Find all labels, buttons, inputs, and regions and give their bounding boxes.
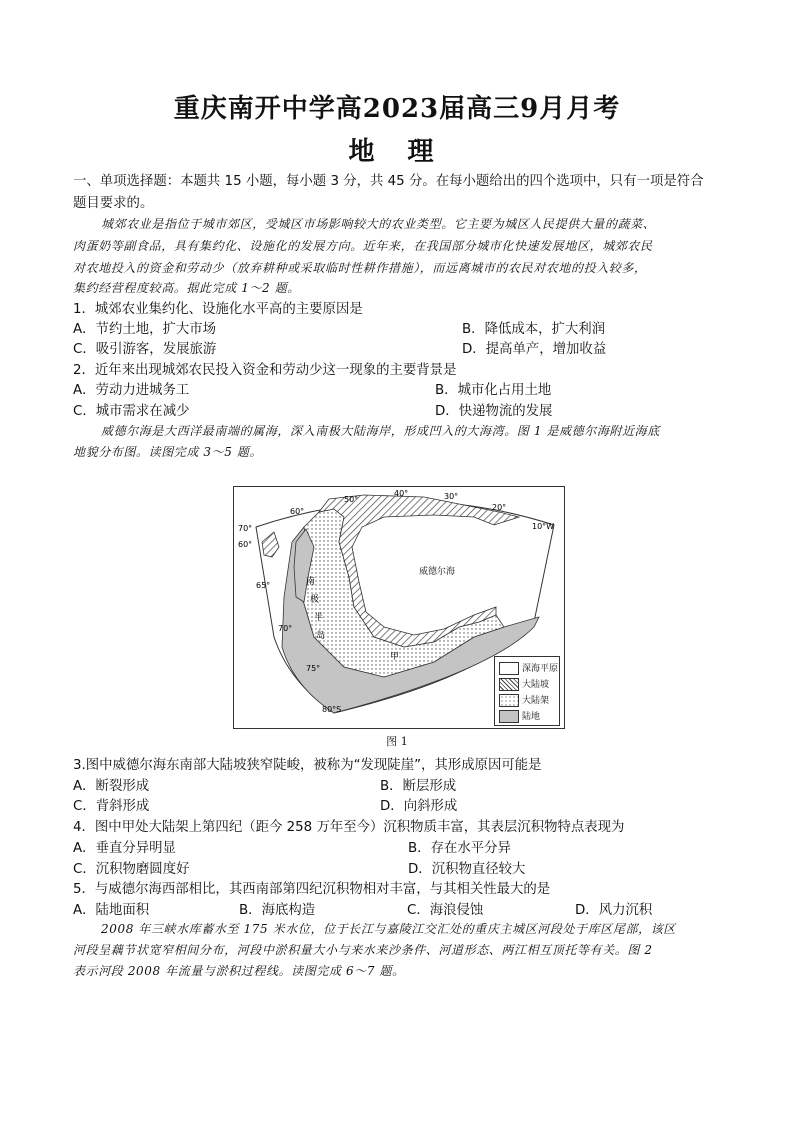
question-1-option-d[interactable]: D．提高单产，增加收益 bbox=[462, 342, 607, 357]
passage3-line: 河段呈藕节状宽窄相间分布，河段中淤积量大小与来水来沙条件、河道形态、两江相互顶托等有关。图 2 bbox=[73, 943, 653, 957]
question-4-option-d[interactable]: D．沉积物直径较大 bbox=[408, 862, 526, 877]
peninsula-label: 极 bbox=[310, 595, 320, 605]
lon-label: 60° bbox=[290, 507, 305, 516]
lat-label: 75° bbox=[306, 664, 321, 673]
exam-subject: 地 理 bbox=[348, 137, 446, 167]
lat-label: 70° bbox=[278, 624, 293, 633]
legend-swatch bbox=[499, 710, 519, 723]
lon-label: 30° bbox=[444, 492, 459, 501]
question-5-option-a[interactable]: A．陆地面积 bbox=[73, 903, 150, 918]
question-3-option-b[interactable]: B．断层形成 bbox=[380, 779, 457, 794]
question-3-option-a[interactable]: A．断裂形成 bbox=[73, 779, 150, 794]
question-2-stem: 2．近年来出现城郊农民投入资金和劳动少这一现象的主要背景是 bbox=[73, 363, 457, 378]
question-1-option-c[interactable]: C．吸引游客，发展旅游 bbox=[73, 342, 217, 357]
legend-item-deep-plain bbox=[499, 662, 559, 674]
question-5-option-d[interactable]: D．风力沉积 bbox=[575, 903, 653, 918]
question-5-option-c[interactable]: C．海浪侵蚀 bbox=[407, 903, 484, 918]
lon-label: 40° bbox=[394, 489, 409, 498]
question-2-option-d[interactable]: D．快递物流的发展 bbox=[435, 404, 553, 419]
legend-swatch bbox=[499, 694, 519, 707]
passage2-line: 威德尔海是大西洋最南端的属海，深入南极大陆海岸，形成凹入的大海湾。图 1 是威德尔海附近海底 bbox=[101, 424, 660, 438]
question-4-option-b[interactable]: B．存在水平分异 bbox=[408, 841, 511, 856]
legend-label: 陆地 bbox=[522, 712, 541, 722]
lat-label: 65° bbox=[256, 581, 271, 590]
question-5-option-b[interactable]: B．海底构造 bbox=[239, 903, 316, 918]
question-2-option-b[interactable]: B．城市化占用土地 bbox=[435, 383, 552, 398]
legend-swatch bbox=[499, 662, 519, 675]
passage1-line: 集约经营程度较高。据此完成 1～2 题。 bbox=[73, 281, 300, 295]
question-1-option-b[interactable]: B．降低成本，扩大利润 bbox=[462, 322, 606, 337]
passage3-line: 2008 年三峡水库蓄水至 175 米水位，位于长江与嘉陵江交汇处的重庆主城区河段处于库区尾部，该区 bbox=[101, 922, 676, 936]
figure-1-caption: 图 1 bbox=[386, 735, 408, 748]
legend-item-shelf bbox=[499, 694, 559, 706]
question-4-option-a[interactable]: A．垂直分异明显 bbox=[73, 841, 176, 856]
question-4-stem: 4．图中甲处大陆架上第四纪（距今 258 万年至今）沉积物质丰富，其表层沉积物特点表现为 bbox=[73, 820, 625, 835]
passage1-line: 城郊农业是指位于城市郊区，受城区市场影响较大的农业类型。它主要为城区人民提供大量的蔬菜、 bbox=[101, 217, 656, 231]
legend-item-slope bbox=[499, 678, 559, 690]
lon-label: 10°W bbox=[532, 522, 555, 531]
exam-title: 重庆南开中学高2023届高三9月月考 bbox=[173, 94, 621, 124]
legend-item-land bbox=[499, 710, 559, 722]
question-3-option-d[interactable]: D．向斜形成 bbox=[380, 799, 458, 814]
legend-label: 大陆坡 bbox=[522, 680, 550, 690]
legend-label: 大陆架 bbox=[522, 696, 550, 706]
question-3-stem: 3.图中威德尔海东南部大陆坡狭窄陡峻，被称为“发现陡崖”，其形成原因可能是 bbox=[73, 758, 542, 773]
section-instruction-line1: 一、单项选择题：本题共 15 小题，每小题 3 分，共 45 分。在每小题给出的四个选项中，只有一项是符合 bbox=[73, 174, 704, 189]
peninsula-label: 半 bbox=[314, 613, 324, 623]
question-2-option-a[interactable]: A．劳动力进城务工 bbox=[73, 383, 190, 398]
question-4-option-c[interactable]: C．沉积物磨圆度好 bbox=[73, 862, 190, 877]
question-1-option-a[interactable]: A．节约土地，扩大市场 bbox=[73, 322, 217, 337]
passage1-line: 肉蛋奶等副食品，具有集约化、设施化的发展方向。近年来，在我国部分城市化快速发展地区，城郊农民 bbox=[73, 239, 653, 253]
question-1-stem: 1．城郊农业集约化、设施化水平高的主要原因是 bbox=[73, 302, 363, 317]
section-instruction-line2: 题目要求的。 bbox=[73, 196, 154, 211]
legend-swatch bbox=[499, 678, 519, 691]
peninsula-label: 岛 bbox=[316, 631, 326, 641]
lon-label: 50° bbox=[344, 495, 359, 504]
passage1-line: 对农地投入的资金和劳动少（放弃耕种或采取临时性耕作措施），而远离城市的农民对农地的投入较多， bbox=[73, 261, 647, 275]
passage3-line: 表示河段 2008 年流量与淤积过程线。读图完成 6～7 题。 bbox=[73, 964, 405, 978]
lat-label: 60° bbox=[238, 540, 253, 549]
lon-label: 70° bbox=[238, 524, 253, 533]
lon-label: 20° bbox=[492, 503, 507, 512]
point-jia-label: 甲 bbox=[390, 652, 400, 662]
peninsula-label: 南 bbox=[306, 577, 316, 587]
question-3-option-c[interactable]: C．背斜形成 bbox=[73, 799, 150, 814]
passage2-line: 地貌分布图。读图完成 3～5 题。 bbox=[73, 445, 263, 459]
question-5-stem: 5．与威德尔海西部相比，其西南部第四纪沉积物相对丰富，与其相关性最大的是 bbox=[73, 882, 551, 897]
question-2-option-c[interactable]: C．城市需求在减少 bbox=[73, 404, 190, 419]
figure-1-legend bbox=[494, 656, 560, 726]
lat-label: 80°S bbox=[322, 705, 342, 714]
legend-label: 深海平原 bbox=[522, 664, 559, 674]
sea-label: 威德尔海 bbox=[419, 567, 456, 577]
